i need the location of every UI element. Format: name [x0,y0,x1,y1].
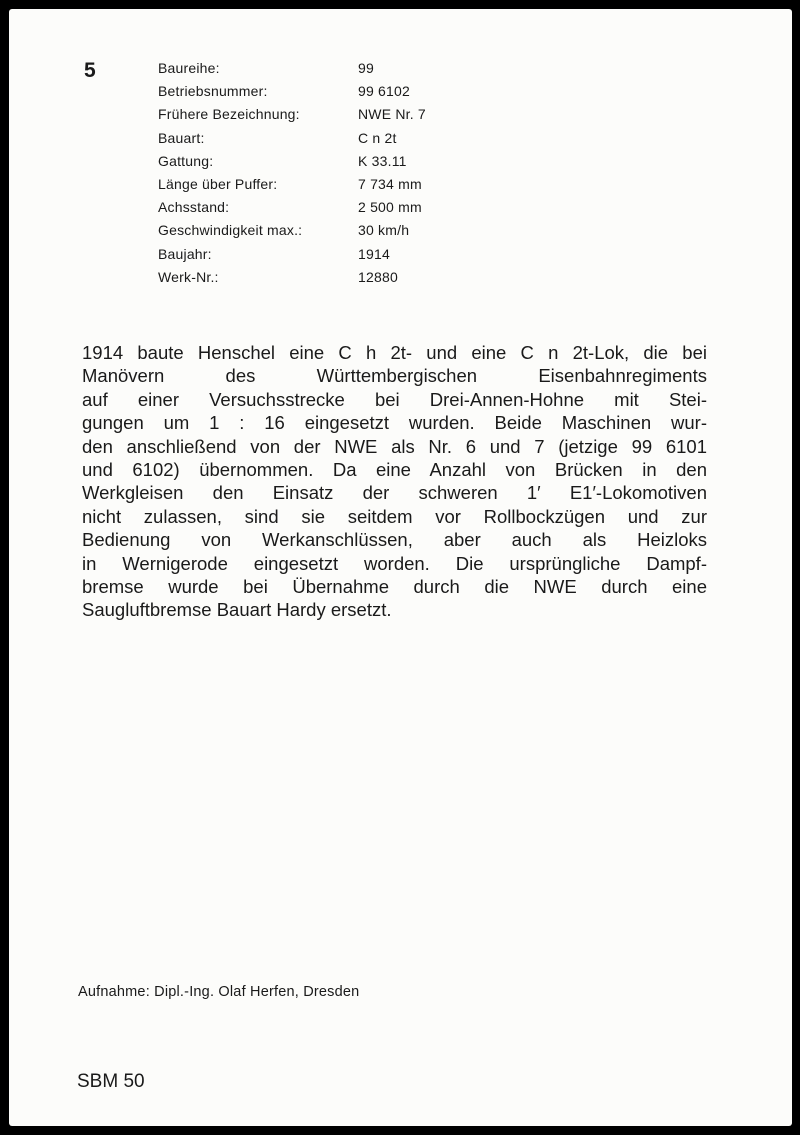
spec-label: Bauart: [158,129,205,146]
spec-row [158,60,426,83]
spec-label: Gattung: [158,152,214,169]
description-line: bremse wurde bei Übernahme durch die NWE durch eine [82,575,707,597]
spec-row [158,153,426,176]
spec-value: NWE Nr. 7 [358,106,426,123]
spec-value: 30 km/h [358,222,410,239]
description-paragraph [82,341,707,622]
spec-label: Geschwindigkeit max.: [158,222,303,239]
spec-row [158,83,426,106]
spec-value: 99 [358,60,374,76]
spec-row [158,176,426,199]
spec-row [158,130,426,153]
spec-label: Frühere Bezeichnung: [158,106,300,123]
spec-value: 2 500 mm [358,199,422,216]
spec-row [158,199,426,222]
spec-value: 99 6102 [358,83,411,100]
description-line: Bedienung von Werkanschlüssen, aber auch als Heizloks [82,529,707,551]
description-line: den anschließend von der NWE als Nr. 6 und 7 (jetzige 99 6101 [82,435,707,457]
description-line: auf einer Versuchsstrecke bei Drei-Annen-Hohne mit Stei- [82,388,707,410]
spec-label: Betriebsnummer: [158,83,268,100]
spec-label: Länge über Puffer: [158,175,278,192]
spec-value: 7 734 mm [358,175,422,192]
spec-label: Werk-Nr.: [158,268,219,285]
spec-label: Achsstand: [158,199,230,216]
series-label: SBM 50 [77,1071,145,1092]
description-line: Manövern des Württembergischen Eisenbahnregiments [82,365,707,387]
spec-value: K 33.11 [358,152,407,169]
spec-label: Baujahr: [158,245,212,262]
description-line: Werkgleisen den Einsatz der schweren 1′ E1′-Lokomotiven [82,482,707,504]
description-line: Saugluftbremse Bauart Hardy ersetzt. [82,599,392,621]
spec-value: C n 2t [358,129,397,146]
spec-value: 12880 [358,268,398,285]
spec-row [158,106,426,129]
spec-row [158,246,426,269]
specification-table [158,60,426,292]
postcard-back [9,9,792,1126]
description-line: in Wernigerode eingesetzt worden. Die ursprüngliche Dampf- [82,552,707,574]
description-line: 1914 baute Henschel eine C h 2t- und eine C n 2t-Lok, die bei [82,342,707,363]
spec-row [158,222,426,245]
spec-label: Baureihe: [158,60,220,76]
description-line: gungen um 1 : 16 eingesetzt wurden. Beide Maschinen wur- [82,412,707,434]
description-line: nicht zulassen, sind sie seitdem vor Rollbockzügen und zur [82,505,707,527]
description-line: und 6102) übernommen. Da eine Anzahl von Brücken in den [82,458,707,480]
card-number: 5 [84,59,96,82]
spec-row [158,269,426,292]
photo-credit: Aufnahme: Dipl.-Ing. Olaf Herfen, Dresden [78,984,360,1000]
spec-value: 1914 [358,245,390,262]
